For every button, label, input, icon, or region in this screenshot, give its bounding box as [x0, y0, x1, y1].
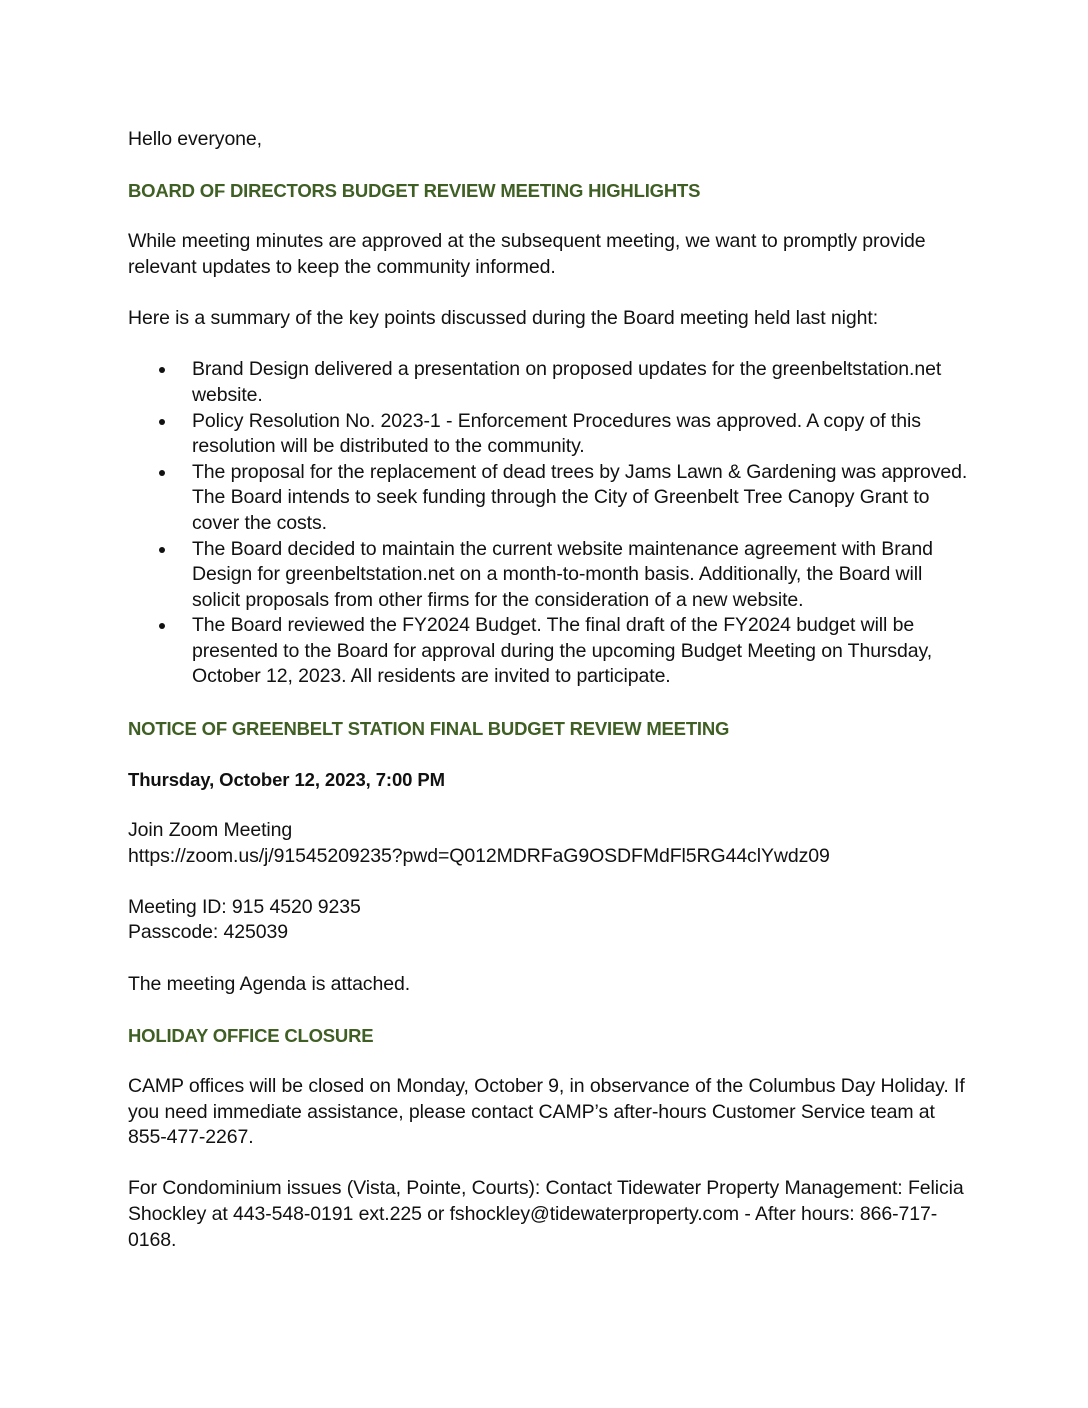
list-item-text: Policy Resolution No. 2023-1 - Enforcement Procedures was approved. A copy of this resolution will be distributed to the community.: [192, 409, 921, 458]
greeting: Hello everyone,: [128, 128, 262, 150]
closure-paragraph: CAMP offices will be closed on Monday, October 9, in observance of the Columbus Day Holiday. If you need immediate assistance, please contact CAMP’s after-hours Customer Service team at 855-477-2267.: [128, 1074, 965, 1149]
section-heading-budget-meeting-notice: NOTICE OF GREENBELT STATION FINAL BUDGET REVIEW MEETING: [128, 717, 730, 739]
meeting-credentials: [128, 895, 968, 946]
bullet-icon: [159, 470, 165, 476]
list-item: [128, 460, 968, 537]
section-heading-board-highlights: BOARD OF DIRECTORS BUDGET REVIEW MEETING HIGHLIGHTS: [128, 180, 701, 202]
condo-contact-paragraph: For Condominium issues (Vista, Pointe, Courts): Contact Tidewater Property Management: Felicia Shockley at 443-548-0191 ext.225 or fshockley@tidewaterproperty.com - After hours: 866-717-0168.: [128, 1177, 964, 1251]
list-item: [128, 537, 968, 614]
section-heading-holiday-closure: HOLIDAY OFFICE CLOSURE: [128, 1024, 374, 1046]
zoom-meeting-link[interactable]: https://zoom.us/j/91545209235?pwd=Q012MDRFaG9OSDFMdFl5RG44clYwdz09: [128, 844, 830, 867]
summary-lead: Here is a summary of the key points discussed during the Board meeting held last night:: [128, 307, 879, 330]
list-item-text: The Board reviewed the FY2024 Budget. The final draft of the FY2024 budget will be presented to the Board for approval during the upcoming Budget Meeting on Thursday, October 12, 2023. All residents are invited to participate.: [192, 614, 933, 688]
agenda-note: The meeting Agenda is attached.: [128, 972, 411, 995]
meeting-datetime: Thursday, October 12, 2023, 7:00 PM: [128, 768, 445, 790]
bullet-icon: [159, 623, 165, 629]
document-page: [128, 127, 968, 1279]
bullet-icon: [159, 547, 165, 553]
zoom-block: [128, 818, 968, 869]
list-item-text: Brand Design delivered a presentation on proposed updates for the greenbeltstation.net website.: [192, 358, 942, 406]
bullet-icon: [159, 367, 165, 373]
list-item: [128, 409, 968, 460]
list-item: [128, 613, 968, 690]
list-item: [128, 357, 968, 408]
meeting-passcode: Passcode: 425039: [128, 921, 288, 944]
highlights-list: [128, 357, 968, 690]
list-item-text: The Board decided to maintain the current website maintenance agreement with Brand Design for greenbeltstation.net on a month-to-month basis. Additionally, the Board will solicit proposals from other firms for the consideration of a new website.: [192, 537, 933, 611]
zoom-label: Join Zoom Meeting: [128, 819, 293, 842]
meeting-id: Meeting ID: 915 4520 9235: [128, 895, 361, 918]
bullet-icon: [159, 419, 165, 425]
intro-paragraph: While meeting minutes are approved at the subsequent meeting, we want to promptly provide relevant updates to keep the community informed.: [128, 230, 926, 278]
list-item-text: The proposal for the replacement of dead trees by Jams Lawn & Gardening was approved. The Board intends to seek funding through the City of Greenbelt Tree Canopy Grant to cover the costs.: [192, 460, 968, 534]
